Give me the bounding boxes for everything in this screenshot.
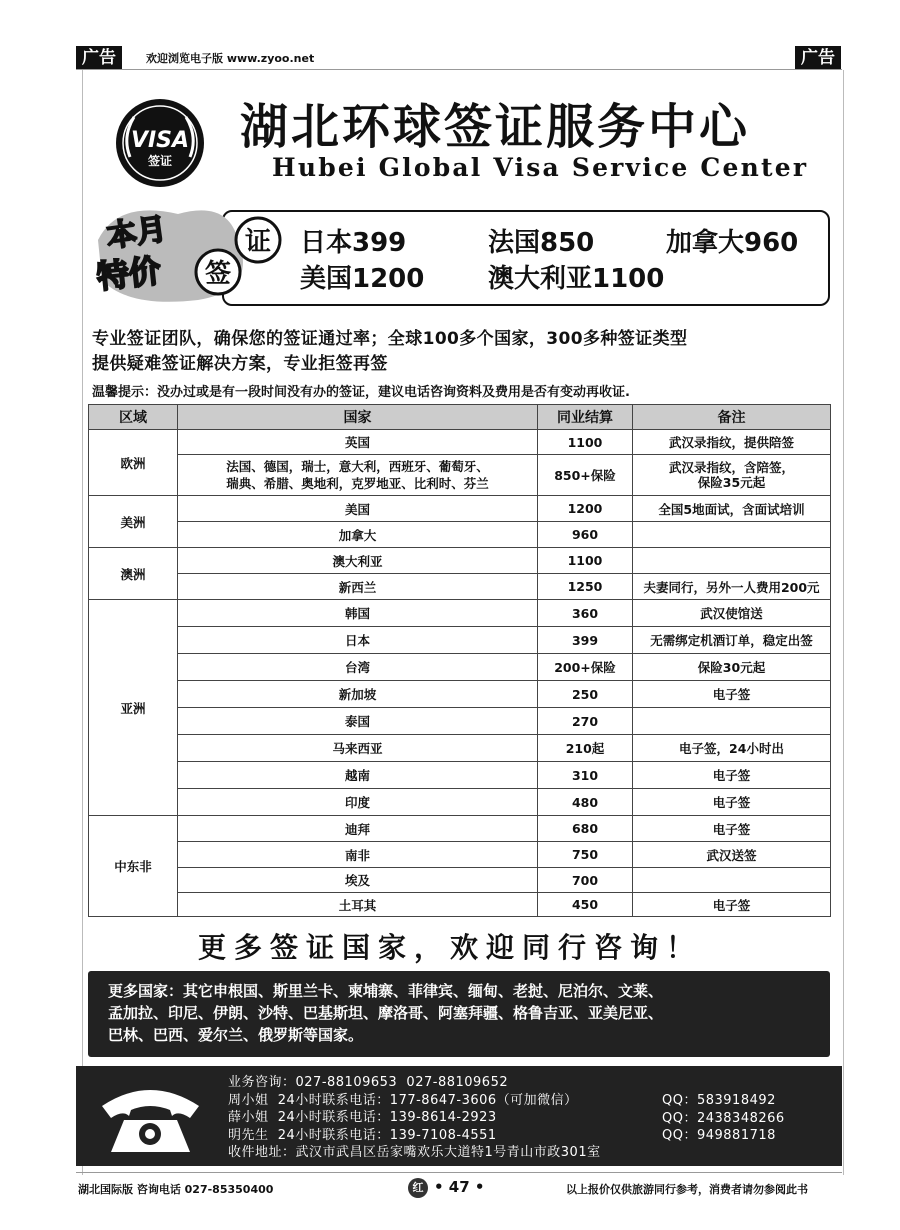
region-america: 美洲 <box>89 496 178 548</box>
cell-note: 武汉送签 <box>633 842 831 868</box>
cell-price: 1100 <box>538 430 633 455</box>
cell-country: 新西兰 <box>178 574 538 600</box>
ad-label-right: 广告 <box>795 46 841 70</box>
more-countries-line-2: 孟加拉、印尼、伊朗、沙特、巴基斯坦、摩洛哥、阿塞拜疆、格鲁吉亚、亚美尼亚、 <box>108 1004 664 1022</box>
cell-price: 850+保险 <box>538 455 633 496</box>
cell-country: 日本 <box>178 627 538 654</box>
cell-price: 680 <box>538 816 633 842</box>
contact-ming[interactable]: 明先生 24小时联系电话：139-7108-4551 <box>228 1127 497 1143</box>
ad-label-left: 广告 <box>76 46 122 70</box>
more-countries-line-3: 巴林、巴西、爱尔兰、俄罗斯等国家。 <box>108 1026 364 1044</box>
business-phone[interactable]: 业务咨询：027-88109653 027-88109652 <box>228 1075 509 1090</box>
top-divider <box>76 69 842 70</box>
cell-price: 480 <box>538 789 633 816</box>
table-row <box>89 574 831 600</box>
promo-japan: 日本399 <box>300 228 407 258</box>
cell-country: 英国 <box>178 430 538 455</box>
cell-note <box>633 548 831 574</box>
region-oceania: 澳洲 <box>89 548 178 600</box>
contact-zhou[interactable]: 周小姐 24小时联系电话：177-8647-3606（可加微信） <box>228 1092 578 1108</box>
header-price: 同业结算 <box>538 405 633 430</box>
badge-circle-2: 签 <box>204 259 232 289</box>
cell-price: 270 <box>538 708 633 735</box>
promo-australia: 澳大利亚1100 <box>488 264 665 294</box>
header-note: 备注 <box>633 405 831 430</box>
region-asia: 亚洲 <box>89 600 178 816</box>
warm-tip: 温馨提示：没办过或是有一段时间没有办的签证，建议电话咨询资料及费用是否有变动再收证. <box>92 385 630 400</box>
cell-price: 310 <box>538 762 633 789</box>
page-number: • 47 • <box>434 1178 485 1196</box>
table-row <box>89 708 831 735</box>
promo-france: 法国850 <box>488 228 595 258</box>
table-row <box>89 654 831 681</box>
cell-price: 399 <box>538 627 633 654</box>
cell-note: 电子签 <box>633 789 831 816</box>
cell-price: 1250 <box>538 574 633 600</box>
footer-divider <box>76 1172 842 1173</box>
qq-zhou[interactable]: QQ：583918492 <box>662 1093 776 1108</box>
cell-price: 360 <box>538 600 633 627</box>
table-row <box>89 868 831 893</box>
description-line-2: 提供疑难签证解决方案，专业拒签再签 <box>92 354 388 374</box>
table-row <box>89 681 831 708</box>
table-row <box>89 455 831 496</box>
cell-country-line-1: 法国、德国，瑞士，意大利，西班牙、葡萄牙、 <box>226 459 489 474</box>
cell-country: 加拿大 <box>178 522 538 548</box>
table-row <box>89 522 831 548</box>
contact-info <box>228 1074 601 1162</box>
cell-price: 750 <box>538 842 633 868</box>
telephone-icon <box>98 1080 203 1156</box>
cell-note <box>633 868 831 893</box>
visa-logo-icon <box>108 97 212 189</box>
cell-note <box>633 708 831 735</box>
header-country: 国家 <box>178 405 538 430</box>
qq-xue[interactable]: QQ：2438348266 <box>662 1110 785 1126</box>
cell-note <box>633 455 831 496</box>
cell-price: 700 <box>538 868 633 893</box>
cell-country: 台湾 <box>178 654 538 681</box>
promo-canada: 加拿大960 <box>666 228 799 258</box>
cell-country: 埃及 <box>178 868 538 893</box>
cell-price: 960 <box>538 522 633 548</box>
cell-price: 200+保险 <box>538 654 633 681</box>
table-row <box>89 842 831 868</box>
logo-visa-text: VISA <box>130 128 190 153</box>
cell-country-line-2: 瑞典、希腊、奥地利，克罗地亚、比利时、芬兰 <box>226 476 489 491</box>
badge-text-1: 本月 <box>104 211 169 255</box>
table-row <box>89 627 831 654</box>
table-row <box>89 430 831 455</box>
cell-note: 电子签，24小时出 <box>633 735 831 762</box>
cell-country: 澳大利亚 <box>178 548 538 574</box>
cell-country: 迪拜 <box>178 816 538 842</box>
cell-country: 韩国 <box>178 600 538 627</box>
monthly-special-badge <box>88 200 298 308</box>
mailing-address: 收件地址：武汉市武昌区岳家嘴欢乐大道特1号青山市政301室 <box>228 1145 601 1160</box>
badge-circle-1: 证 <box>244 227 272 257</box>
promo-usa: 美国1200 <box>300 264 425 294</box>
table-row <box>89 548 831 574</box>
badge-text-2: 特价 <box>94 251 163 297</box>
cell-note: 电子签 <box>633 681 831 708</box>
cell-price: 1100 <box>538 548 633 574</box>
footer-badge-icon: 红 <box>408 1178 428 1198</box>
more-countries-text <box>108 980 818 1046</box>
site-url[interactable]: 欢迎浏览电子版 www.zyoo.net <box>146 52 315 65</box>
qq-info <box>662 1092 785 1145</box>
visa-price-table <box>88 404 831 917</box>
cell-note-line-2: 保险35元起 <box>697 475 766 490</box>
contact-xue[interactable]: 薛小姐 24小时联系电话：139-8614-2923 <box>228 1110 497 1125</box>
cell-country: 泰国 <box>178 708 538 735</box>
footer-right: 以上报价仅供旅游同行参考，消费者请勿参阅此书 <box>566 1183 808 1196</box>
cell-price: 210起 <box>538 735 633 762</box>
table-row <box>89 789 831 816</box>
qq-ming[interactable]: QQ：949881718 <box>662 1128 776 1143</box>
footer-left: 湖北国际版 咨询电话 027-85350400 <box>78 1183 274 1196</box>
table-row <box>89 816 831 842</box>
table-header-row <box>89 405 831 430</box>
cell-country <box>178 455 538 496</box>
cell-note: 保险30元起 <box>633 654 831 681</box>
cell-note: 武汉录指纹，提供陪签 <box>633 430 831 455</box>
table-row <box>89 893 831 917</box>
table-row <box>89 496 831 522</box>
cell-price: 1200 <box>538 496 633 522</box>
cell-country: 越南 <box>178 762 538 789</box>
cell-note <box>633 522 831 548</box>
page-subtitle: Hubei Global Visa Service Center <box>272 153 809 182</box>
cell-note: 电子签 <box>633 893 831 917</box>
cell-price: 450 <box>538 893 633 917</box>
cell-country: 美国 <box>178 496 538 522</box>
cell-note: 无需绑定机酒订单，稳定出签 <box>633 627 831 654</box>
cell-country: 马来西亚 <box>178 735 538 762</box>
header-region: 区域 <box>89 405 178 430</box>
cell-country: 印度 <box>178 789 538 816</box>
cell-note: 电子签 <box>633 762 831 789</box>
region-europe: 欧洲 <box>89 430 178 496</box>
table-row <box>89 600 831 627</box>
cell-note: 全国5地面试，含面试培训 <box>633 496 831 522</box>
table-row <box>89 735 831 762</box>
table-row <box>89 762 831 789</box>
cell-country: 南非 <box>178 842 538 868</box>
cell-note: 电子签 <box>633 816 831 842</box>
logo-sub-text: 签证 <box>147 154 173 168</box>
cell-note: 夫妻同行，另外一人费用200元 <box>633 574 831 600</box>
cell-note: 武汉使馆送 <box>633 600 831 627</box>
region-middle-east-africa: 中东非 <box>89 816 178 917</box>
cell-note-line-1: 武汉录指纹，含陪签， <box>668 460 794 475</box>
more-countries-line-1: 更多国家：其它申根国、斯里兰卡、柬埔寨、菲律宾、缅甸、老挝、尼泊尔、文莱、 <box>108 982 664 1000</box>
more-countries-headline: 更多签证国家，欢迎同行咨询！ <box>197 931 702 964</box>
cell-price: 250 <box>538 681 633 708</box>
cell-country: 土耳其 <box>178 893 538 917</box>
page-title: 湖北环球签证服务中心 <box>240 99 751 155</box>
cell-country: 新加坡 <box>178 681 538 708</box>
description-line-1: 专业签证团队，确保您的签证通过率；全球100多个国家，300多种签证类型 <box>92 329 688 349</box>
